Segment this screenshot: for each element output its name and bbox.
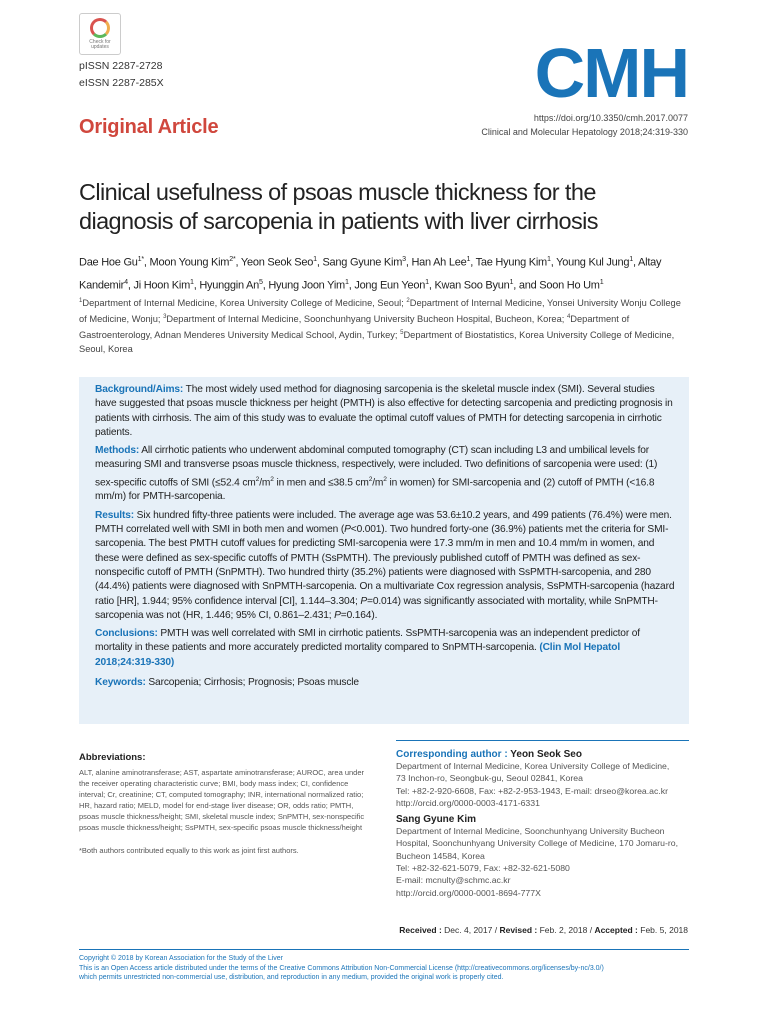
author-affiliation-mark: 2*: [229, 255, 236, 263]
address-line: E-mail: mcnulty@schmc.ac.kr: [396, 875, 511, 886]
author-separator: ,: [316, 256, 323, 269]
abbreviations-text: ALT, alanine aminotransferase; AST, aspartate aminotransferase; AUROC, area under the receiver operating characteristic curve; BMI, body mass index; CI, confidence interval; Cr, creatinine; CT, computed tomography; INR, international normalized ratio; HR, hazard ratio; MELD, model for end-stage liver disease; OR, odds ratio; PMTH, psoas muscle thickness/height; SMI, skeletal muscle index; SnPMTH, sex-nonspecific psoas muscle thickness/height; SsPMTH, sex-specific psoas muscle thickness/height: [79, 768, 365, 832]
revised-date: Feb. 2, 2018 /: [537, 925, 595, 935]
background-label: Background/Aims:: [95, 384, 184, 395]
author-affiliation-mark: 5: [258, 277, 263, 286]
methods-text: /m: [259, 477, 271, 489]
badge-label: Check for updates: [89, 39, 111, 50]
address-line: Department of Internal Medicine, Soonchunhyang University Bucheon: [396, 826, 665, 837]
abstract-background: [95, 383, 675, 440]
title-line: Clinical usefulness of psoas muscle thickness for the: [79, 179, 596, 205]
superscript: 2: [270, 475, 274, 483]
methods-text: in men and ≤38.5 cm: [273, 477, 369, 489]
article-type: Original Article: [79, 116, 219, 138]
corresponding-address: [396, 760, 689, 809]
affiliation-text: Department of Internal Medicine, Soonchunhyang University Bucheon Hospital, Bucheon, Korea;: [166, 314, 567, 325]
results-text: =0.164).: [340, 609, 378, 621]
author-separator: ,: [428, 279, 435, 292]
conclusions-text: PMTH was well correlated with SMI in cirrhotic patients. SsPMTH-sarcopenia was an independent predictor of mortality in these patients and more accurately predicted mortality compared to SnPMTH-sarcopenia.: [95, 628, 640, 654]
address-line: Bucheon 14584, Korea: [396, 850, 485, 861]
abstract-conclusions: [95, 627, 675, 670]
superscript: 2: [368, 475, 373, 483]
author-separator: ,: [235, 256, 241, 269]
footnote: *Both authors contributed equally to this work as joint first authors.: [79, 846, 299, 855]
copyright-notice: [79, 954, 699, 983]
affiliation-text: Department of Internal Medicine, Yonsei University Wonju College of Medicine, Wonju;: [79, 298, 681, 325]
author-name: Soon Ho Um: [539, 279, 600, 292]
article-title: [79, 178, 699, 236]
corresponding-author-section: [396, 740, 689, 899]
author-affiliation-mark: 1: [509, 277, 514, 286]
accepted-label: Accepted :: [594, 925, 638, 935]
results-text: =0.014) was significantly associated with mortality, while SnPMTH-sarcopenia was not (HR, 1.446; 95% CI, 0.861–2.431;: [95, 595, 658, 621]
conclusions-label: Conclusions:: [95, 628, 158, 640]
author-name: Ji Hoon Kim: [133, 279, 190, 292]
affiliation-mark: 4: [566, 314, 571, 321]
address-line: Tel: +82-32-621-5079, Fax: +82-32-621-5080: [396, 863, 570, 874]
affiliation-mark: 3: [163, 314, 167, 321]
license-line: which permits unrestricted non-commercial use, distribution, and reproduction in any medium, provided the original work is properly cited.: [79, 974, 504, 981]
author-separator: , and: [513, 279, 540, 292]
author-affiliation-mark: 1: [425, 277, 429, 286]
affiliation-mark: 5: [400, 330, 404, 337]
abstract-results: [95, 509, 675, 623]
methods-text: All cirrhotic patients who underwent abdominal computed tomography (CT) scan including L3 and umbilical levels for measuring SMI and transverse psoas muscle thickness, respectively, were included. Two definitions of sarcopenia were used: (1) sex-specific cutoffs of SMI (≤52.4 cm: [95, 445, 658, 489]
eissn: eISSN 2287-285X: [79, 77, 164, 89]
author-separator: ,: [193, 279, 200, 292]
author-name: Altay Kandemir: [79, 256, 662, 292]
author-affiliation-mark: 1: [629, 255, 634, 263]
affiliation-mark: 1: [79, 298, 83, 304]
author-name: Tae Hyung Kim: [475, 256, 547, 269]
address-line: Department of Internal Medicine, Korea University College of Medicine,: [396, 761, 670, 771]
author-name: Hyung Joon Yim: [268, 279, 345, 292]
title-line: diagnosis of sarcopenia in patients with liver cirrhosis: [79, 208, 598, 234]
affiliation-text: Department of Biostatistics, Korea University College of Medicine, Seoul, Korea: [79, 330, 675, 355]
second-author-name: Sang Gyune Kim: [396, 814, 477, 826]
author-affiliation-mark: 1: [313, 255, 317, 263]
corresponding-label: Corresponding author :: [396, 749, 511, 760]
author-separator: ,: [405, 256, 412, 269]
affiliations: [79, 294, 689, 356]
received-label: Received :: [399, 925, 442, 935]
check-for-updates-badge[interactable]: [79, 13, 121, 55]
affiliation-text: Department of Gastroenterology, Adnan Menderes University Medical School, Aydin, Turkey;: [79, 314, 630, 341]
address-line: http://orcid.org/0000-0001-8694-777X: [396, 887, 541, 898]
superscript: 2: [383, 475, 387, 483]
methods-label: Methods:: [95, 445, 140, 457]
author-separator: ,: [470, 256, 476, 269]
journal-logo: CMH: [534, 34, 688, 112]
author-separator: ,: [127, 279, 134, 292]
author-separator: ,: [348, 279, 355, 292]
author-separator: ,: [550, 256, 557, 269]
results-label: Results:: [95, 509, 134, 521]
methods-text: in women) for SMI-sarcopenia and (2) cutoff of PMTH (<16.8 mm/m) for PMTH-sarcopenia.: [95, 477, 655, 503]
copyright-line: Copyright © 2018 by Korean Association for the Study of the Liver: [79, 955, 283, 962]
address-line: Tel: +82-2-920-6608, Fax: +82-2-953-1943, E-mail: drseo@korea.ac.kr: [396, 785, 668, 796]
methods-text: /m: [372, 477, 384, 489]
abstract-methods: [95, 444, 675, 505]
second-author-address: [396, 825, 689, 899]
author-separator: ,: [262, 279, 269, 292]
address-line: Hospital, Soonchunhyang University College of Medicine, 170 Jomaru-ro,: [396, 838, 679, 849]
author-separator: ,: [143, 256, 150, 269]
author-affiliation-mark: 1: [599, 277, 604, 286]
abbreviations-section: [79, 752, 374, 856]
abbreviations-heading: Abbreviations:: [79, 752, 146, 763]
author-affiliation-mark: 1: [189, 277, 194, 286]
author-separator: ,: [633, 256, 639, 269]
article-dates: [399, 925, 688, 935]
author-affiliation-mark: 1*: [137, 255, 144, 263]
p-value-symbol: P: [360, 595, 368, 607]
keywords-label: Keywords:: [95, 677, 146, 689]
superscript: 2: [255, 475, 260, 483]
results-text: <0.001). Two hundred forty-one (36.9%) patients met the criteria for SMI-sarcopenia. The best PMTH cutoff values for predicting SMI-sarcopenia were 17.3 mm/m in men and 10.4 mm/m in women, and these were defined as sex-specific cutoffs of PMTH (SsPMTH). The previously published cutoff of PMTH was defined as sex-nonspecific cutoff of PMTH (SnPMTH). Two hundred thirty (35.2%) patients were diagnosed with SsPMTH-sarcopenia, and 280 (44.4%) patients were diagnosed with SnPMTH-sarcopenia. On a multivariate Cox regression analysis, SsPMTH-sarcopenia (hazard ratio [HR], 1.944; 95% confidence interval [CI], 1.144–3.304;: [95, 524, 675, 607]
received-date: Dec. 4, 2017 /: [441, 925, 500, 935]
author-name: Kwan Soo Byun: [434, 279, 510, 292]
author-name: Moon Young Kim: [149, 256, 230, 269]
p-value-symbol: P: [334, 609, 341, 621]
corresponding-heading: [396, 749, 689, 760]
address-line: 73 Inchon-ro, Seongbuk-gu, Seoul 02841, Korea: [396, 773, 583, 784]
author-name: Dae Hoe Gu: [79, 256, 138, 269]
results-text: Six hundred fifty-three patients were included. The average age was 53.6±10.2 years, and 499 patients (76.4%) were men. PMTH correlated well with SMI in both men and women (: [95, 509, 672, 536]
affiliation-mark: 2: [406, 298, 410, 304]
address-line: http://orcid.org/0000-0003-4171-6331: [396, 797, 540, 808]
author-affiliation-mark: 3: [402, 255, 406, 263]
journal-citation: Clinical and Molecular Hepatology 2018;24:319-330: [481, 127, 688, 137]
revised-label: Revised :: [499, 925, 538, 935]
author-affiliation-mark: 1: [466, 255, 471, 263]
author-affiliation-mark: 1: [546, 255, 551, 263]
affiliation-text: Department of Internal Medicine, Korea University College of Medicine, Seoul;: [82, 298, 407, 309]
abstract: [95, 383, 675, 694]
footer-divider: [79, 949, 689, 950]
author-affiliation-mark: 4: [124, 277, 128, 286]
author-list: [79, 250, 694, 295]
author-name: Yeon Seok Seo: [240, 256, 314, 269]
accepted-date: Feb. 5, 2018: [637, 925, 688, 935]
abstract-citation: (Clin Mol Hepatol 2018;24:319-330): [95, 642, 621, 668]
author-affiliation-mark: 1: [344, 277, 349, 286]
keywords-text: Sarcopenia; Cirrhosis; Prognosis; Psoas muscle: [145, 677, 359, 689]
author-name: Jong Eun Yeon: [354, 279, 426, 292]
background-text: The most widely used method for diagnosing sarcopenia is the skeletal muscle index (SMI). Several studies have suggested that psoas muscle thickness per height (PMTH) is also effective for detecting sarcopenia and predicting prognosis in patients with cirrhosis. The aim of this study was to evaluate the optimal cutoff values of PMTH for detecting sarcopenia in cirrhotic patients.: [95, 384, 673, 438]
pissn: pISSN 2287-2728: [79, 60, 163, 72]
author-name: Young Kul Jung: [556, 256, 630, 269]
update-icon: [90, 18, 110, 38]
author-name: Han Ah Lee: [411, 256, 467, 269]
license-line: This is an Open Access article distributed under the terms of the Creative Commons Attribution Non-Commercial License (http://creativecommons.org/licenses/by-nc/3.0/): [79, 964, 604, 972]
author-name: Hyunggin An: [199, 279, 259, 292]
author-name: Sang Gyune Kim: [322, 256, 403, 269]
doi-link[interactable]: https://doi.org/10.3350/cmh.2017.0077: [533, 113, 688, 123]
p-value-symbol: P: [344, 524, 351, 536]
abstract-keywords: [95, 676, 675, 690]
corresponding-name: Yeon Seok Seo: [510, 749, 582, 760]
